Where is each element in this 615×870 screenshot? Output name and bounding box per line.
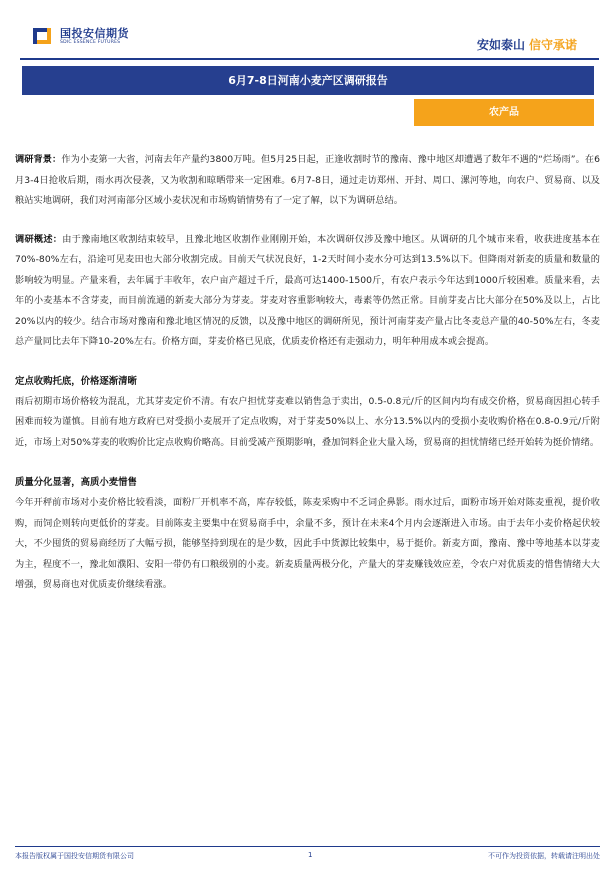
disclaimer-notice: 不可作为投资依据，转载请注明出处 — [488, 852, 600, 860]
overview-text: 由于豫南地区收割结束较早，且豫北地区收割作业刚刚开始，本次调研仅涉及豫中地区。从调研的几个城市来看，收获进度基本在70%-80%左右，沿途可见麦田也大部分收割完成。目前天气状况良好，1-2天时间小麦水分可达到13.5%以下。但降雨对新麦的质量和数量的影响较为明显。产量来看，去年属于丰收年，农户亩产超过千斤，最高可达1400-1500斤，有农户表示今年达到1000斤较困难。质量来看，去年的小麦基本不含芽麦，而目前流通的新麦大部分为芽麦。芽麦对容重影响较大，毒素等仍然正常。目前芽麦占比大部分在50%及以上，占比20%以内的较少。结合市场对豫南和豫北地区情况的反馈，以及豫中地区的调研所见，预计河南芽麦产量占比冬麦总产量的40-50%左右，冬麦总产量同比去年下降10-20%左右。价格方面，芽麦价格已见底，优质麦价格还有走强动力，明年种用成本或会提高。 — [15, 233, 600, 347]
page-header — [0, 0, 615, 60]
background-text: 作为小麦第一大省，河南去年产量约3800万吨。但5月25日起，正逢收割时节的豫南、豫中地区却遭遇了数年不遇的“烂场雨”。在6月3-4日抢收后期，雨水再次侵袭，又为收割和晾晒带来一定困难。6月7-8日，通过走访郑州、开封、周口、漯河等地，向农户、贸易商、以及粮站实地调研，我们对河南部分区域小麦状况和市场购销情势有了一定了解，以下为调研总结。 — [15, 154, 600, 206]
page-number: 1 — [308, 851, 313, 859]
price-section-heading: 定点收购托底，价格逐渐清晰 — [15, 375, 137, 387]
logo-english-name: SDIC ESSENCE FUTURES — [60, 40, 121, 45]
header-divider — [20, 58, 599, 60]
copyright-notice: 本报告版权属于国投安信期货有限公司 — [15, 852, 134, 860]
page-footer — [15, 846, 600, 862]
background-label: 调研背景： — [15, 154, 62, 165]
quality-section-heading: 质量分化显著，高质小麦惜售 — [15, 477, 137, 488]
overview-label: 调研概述： — [15, 233, 63, 245]
category-tag: 农产品 — [414, 99, 594, 126]
footer-divider — [15, 846, 600, 847]
quality-paragraph: 今年开秤前市场对小麦价格比较看淡，面粉厂开机率不高，库存较低，陈麦采购中不乏词企鼻影。雨水过后，面粉市场开始对陈麦重视，提价收购，而饲企则转向更低价的芽麦。目前陈麦主要集中在贸易商手中，余量不多，预计在未来4个月内会逐渐进入市场。由于去年小麦价格起伏较大，不少囤货的贸易商经历了大幅亏损，能够坚持到现在的是少数，因此手中货源比较集中，易于挺价。新麦方面，豫南、豫中等地基本以芽麦为主，程度不一，豫北如濮阳、安阳一带仍有口粮级别的小麦。新麦质量两极分化，产量大的芽麦赚钱效应差，令农户对优质麦的惜售情绪大大增强，贸易商也对优质麦价继续看涨。 — [15, 497, 600, 590]
slogan-part-1: 安如泰山 — [476, 38, 525, 52]
background-paragraph — [15, 150, 600, 212]
slogan-part-2: 信守承诺 — [528, 38, 577, 52]
price-paragraph: 雨后初期市场价格较为混乱，尤其芽麦定价不清。有农户担忧芽麦难以销售急于卖出，0.5-0.8元/斤的区间内均有成交价格，贸易商因担心转手困难而较为谨慎。目前有地方政府已对受损小麦展开了定点收购，对于芽麦50%以上、水分13.5%以内的受损小麦收购价格在0.8-0.9元/斤附近，市场上对50%芽麦的收购价比定点收购价略高。目前受减产预期影响，叠加饲料企业大量入场，贸易商的担忧情绪已经开始转为挺价情绪。 — [15, 395, 600, 448]
logo-chinese-name: 国投安信期货 — [60, 27, 129, 40]
report-body — [15, 150, 600, 596]
overview-paragraph — [15, 230, 600, 353]
sdic-logo-icon — [30, 24, 54, 48]
company-logo — [30, 24, 148, 52]
company-slogan — [477, 36, 577, 53]
report-title: 6月7-8日河南小麦产区调研报告 — [22, 66, 594, 95]
